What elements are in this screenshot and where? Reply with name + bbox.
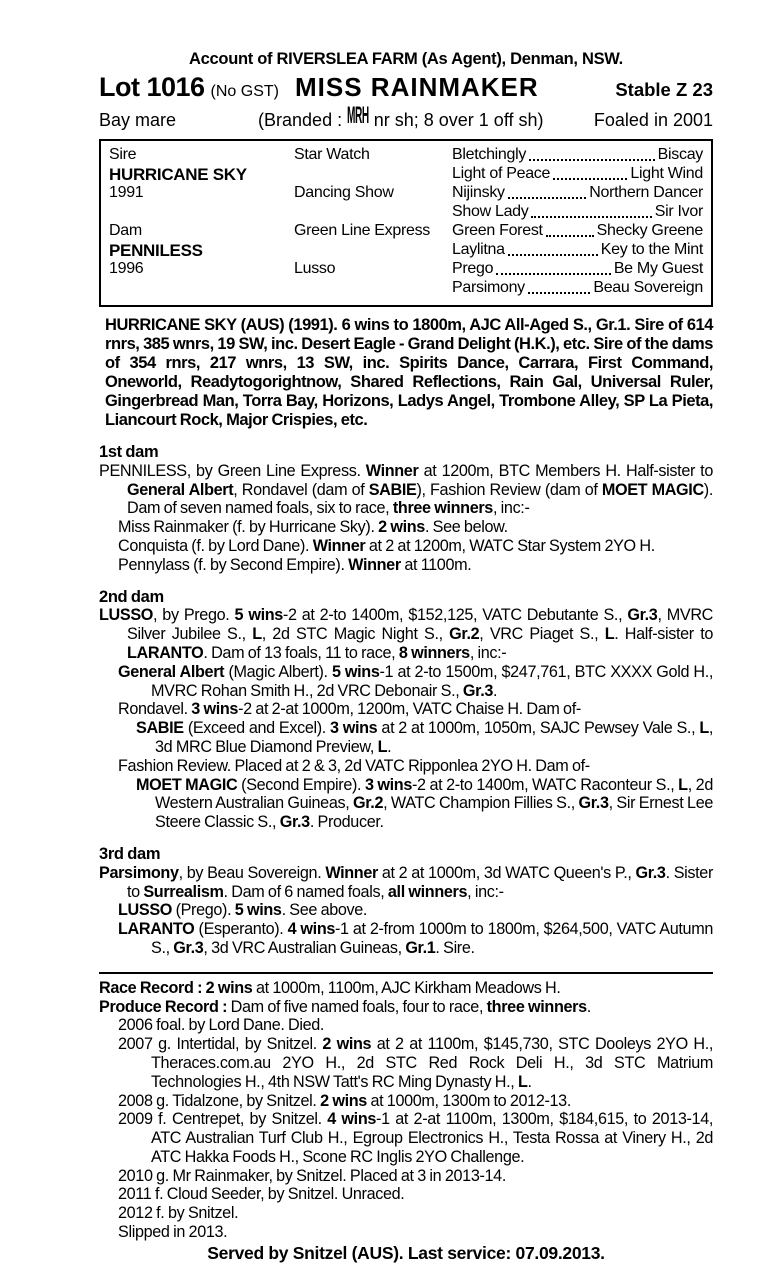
sire-summary: HURRICANE SKY (AUS) (1991). 6 wins to 1800m, AJC All-Aged S., Gr.1. Sire of 614 rnrs, 385 wnrs, 19 SW, inc. Desert Eagle - Grand Delight (H.K.), etc. Sire of the dams of 354 rnrs, 217 wnrs, 13 SW, inc. Spirits Dance, Carrara, First Command, Oneworld, Readytogorightnow, Shared Reflections, Rain Gal, Universal Ruler, Gingerbread Man, Torra Bay, Horizons, Ladys Angel, Trombone Alley, SP La Pieta, Liancourt Rock, Major Crispies, etc. bbox=[105, 316, 713, 429]
dam-name: PENNILESS bbox=[109, 241, 203, 260]
pedigree-paragraph: PENNILESS, by Green Line Express. Winner at 1200m, BTC Members H. Half-sister to General Albert, Rondavel (dam of SABIE), Fashion Review (dam of MOET MAGIC). Dam of seven named foals, six to race, three winners, inc:- bbox=[99, 461, 713, 518]
divider-rule bbox=[99, 972, 713, 974]
dot-leader bbox=[508, 197, 587, 199]
pedigree-paragraph: Slipped in 2013. bbox=[118, 1223, 228, 1242]
ancestor-sire: Northern Dancer bbox=[589, 184, 703, 201]
dot-leader bbox=[553, 178, 627, 180]
pedigree-paragraph: LUSSO (Prego). 5 wins. See above. bbox=[118, 901, 368, 920]
grandparent-row bbox=[452, 241, 703, 260]
pedigree-paragraph: Pennylass (f. by Second Empire). Winner at 1100m. bbox=[118, 555, 472, 574]
pedigree-paragraph: Miss Rainmaker (f. by Hurricane Sky). 2 wins. See below. bbox=[118, 518, 508, 537]
sire-dam: Dancing Show bbox=[294, 184, 394, 201]
pedigree-section bbox=[99, 972, 713, 1242]
pedigree-paragraph: Parsimony, by Beau Sovereign. Winner at 2 at 1000m, 3d WATC Queen's P., Gr.3. Sister to Surrealism. Dam of 6 named foals, all winners, inc:- bbox=[99, 863, 713, 901]
sex-colour: Bay mare bbox=[99, 110, 177, 130]
pedigree-section bbox=[99, 845, 713, 958]
detail-row bbox=[99, 102, 713, 133]
ancestor-name: Prego bbox=[452, 260, 494, 277]
pedigree-paragraph: Rondavel. 3 wins-2 at 2-at 1000m, 1200m, VATC Chaise H. Dam of- bbox=[118, 700, 581, 719]
dot-leader bbox=[531, 216, 651, 218]
ancestor-name: Green Forest bbox=[452, 222, 543, 239]
dam-sire: Green Line Express bbox=[294, 222, 431, 239]
pedigree-paragraph: 2011 f. Cloud Seeder, by Snitzel. Unraced. bbox=[118, 1185, 405, 1204]
brand-mark: MRH bbox=[347, 102, 369, 129]
pedigree-paragraph: 2012 f. by Snitzel. bbox=[118, 1204, 239, 1223]
account-line: Account of RIVERSLEA FARM (As Agent), Denman, NSW. bbox=[189, 50, 623, 68]
pedigree-paragraph: 2010 g. Mr Rainmaker, by Snitzel. Placed at 3 in 2013-14. bbox=[118, 1166, 506, 1185]
brand-suffix: nr sh; 8 over 1 off sh) bbox=[368, 110, 544, 130]
section-heading: 1st dam bbox=[99, 443, 159, 461]
grandparent-row bbox=[452, 222, 703, 241]
horse-name: MISS RAINMAKER bbox=[295, 72, 539, 102]
pedigree-paragraph: Conquista (f. by Lord Dane). Winner at 2 at 1200m, WATC Star System 2YO H. bbox=[118, 536, 655, 555]
dot-leader bbox=[528, 292, 590, 294]
dam-label: Dam bbox=[109, 222, 142, 239]
dam-year: 1996 bbox=[109, 260, 144, 277]
sire-sire: Star Watch bbox=[294, 146, 370, 163]
sire-name: HURRICANE SKY bbox=[109, 165, 247, 184]
ancestor-sire: Beau Sovereign bbox=[593, 279, 703, 296]
dot-leader bbox=[546, 235, 594, 237]
ancestor-name: Show Lady bbox=[452, 203, 529, 220]
ancestor-name: Bletchingly bbox=[452, 146, 527, 163]
sire-label: Sire bbox=[109, 146, 137, 163]
pedigree-section bbox=[99, 443, 713, 575]
grandparent-row bbox=[452, 165, 703, 184]
stable-number: Stable Z 23 bbox=[615, 79, 713, 100]
pedigree-paragraph: SABIE (Exceed and Excel). 3 wins at 2 at 1000m, 1050m, SAJC Pewsey Vale S., L, 3d MRC Blue Diamond Preview, L. bbox=[136, 719, 714, 756]
gst-note: (No GST) bbox=[210, 83, 279, 100]
section-heading: 2nd dam bbox=[99, 587, 164, 606]
pedigree-paragraph: LUSSO, by Prego. 5 wins-2 at 2-to 1400m, $152,125, VATC Debutante S., Gr.3, MVRC Silver Jubilee S., L, 2d STC Magic Night S., Gr.2, VRC Piaget S., L. Half-sister to LARANTO. Dam of 13 foals, 11 to race, 8 winners, inc:- bbox=[99, 606, 714, 662]
ancestor-sire: Sir Ivor bbox=[654, 203, 703, 220]
dot-leader bbox=[496, 273, 611, 275]
section-heading: 3rd dam bbox=[99, 844, 161, 863]
lot-row bbox=[99, 72, 713, 103]
ancestor-name: Light of Peace bbox=[452, 165, 551, 182]
pedigree-table bbox=[99, 139, 713, 307]
pedigree-paragraph: Fashion Review. Placed at 2 & 3, 2d VATC Ripponlea 2YO H. Dam of- bbox=[118, 756, 590, 775]
ancestor-sire: Be My Guest bbox=[613, 260, 703, 277]
grandparent-row bbox=[452, 146, 703, 165]
grandparent-row bbox=[452, 260, 703, 279]
pedigree-paragraph: 2008 g. Tidalzone, by Snitzel. 2 wins at 1000m, 1300m to 2012-13. bbox=[118, 1091, 571, 1110]
served-line: Served by Snitzel (AUS). Last service: 07.09.2013. bbox=[207, 1242, 605, 1263]
pedigree-paragraph: 2006 foal. by Lord Dane. Died. bbox=[118, 1016, 325, 1035]
grandparent-row bbox=[452, 203, 703, 222]
ancestor-sire: Key to the Mint bbox=[600, 241, 703, 258]
dam-dam: Lusso bbox=[294, 260, 336, 277]
pedigree-paragraph: 2009 f. Centrepet, by Snitzel. 4 wins-1 at 2-at 1100m, 1300m, $184,615, to 2013-14, ATC Australian Turf Club H., Egroup Electronics H., Testa Rossa at Vinery H., 2d ATC Hakka Foods H., Scone RC Inglis 2YO Challenge. bbox=[118, 1110, 713, 1166]
dot-leader bbox=[529, 159, 655, 161]
lot-number: Lot 1016 bbox=[99, 72, 205, 102]
sire-year: 1991 bbox=[109, 184, 144, 201]
foaled-year: Foaled in 2001 bbox=[593, 110, 713, 130]
brand-prefix: (Branded : bbox=[258, 110, 348, 130]
ancestor-sire: Shecky Greene bbox=[596, 222, 703, 239]
pedigree-paragraph: MOET MAGIC (Second Empire). 3 wins-2 at 2-to 1400m, WATC Raconteur S., L, 2d Western Australian Guineas, Gr.2, WATC Champion Fillies S., Gr.3, Sir Ernest Lee Steere Classic S., Gr.3. Producer. bbox=[136, 775, 714, 832]
ancestor-name: Laylitna bbox=[452, 241, 505, 258]
ancestor-sire: Light Wind bbox=[630, 165, 703, 182]
pedigree-paragraph: LARANTO (Esperanto). 4 wins-1 at 2-from 1000m to 1800m, $264,500, VATC Autumn S., Gr.3, 3d VRC Australian Guineas, Gr.1. Sire. bbox=[118, 920, 713, 957]
brand-line bbox=[258, 102, 544, 133]
ancestor-sire: Biscay bbox=[657, 146, 703, 163]
pedigree-section bbox=[99, 588, 713, 832]
pedigree-paragraph: General Albert (Magic Albert). 5 wins-1 at 2-to 1500m, $247,761, BTC XXXX Gold H., MVRC Rohan Smith H., 2d VRC Debonair S., Gr.3. bbox=[118, 662, 714, 700]
grandparent-row bbox=[452, 279, 703, 298]
ancestor-name: Parsimony bbox=[452, 279, 525, 296]
pedigree-paragraph: Produce Record : Dam of five named foals, four to race, three winners. bbox=[99, 997, 591, 1016]
pedigree-paragraph: Race Record : 2 wins at 1000m, 1100m, AJC Kirkham Meadows H. bbox=[99, 978, 561, 997]
dot-leader bbox=[508, 254, 598, 256]
grandparent-row bbox=[452, 184, 703, 203]
sections-host bbox=[99, 443, 713, 1242]
pedigree-paragraph: 2007 g. Intertidal, by Snitzel. 2 wins at 2 at 1100m, $145,730, STC Dooleys 2YO H., Theraces.com.au 2YO H., 2d STC Red Rock Deli H., 3d STC Matrium Technologies H., 4th NSW Tatt's RC Ming Dynasty H., L. bbox=[118, 1035, 714, 1091]
ancestor-name: Nijinsky bbox=[452, 184, 505, 201]
